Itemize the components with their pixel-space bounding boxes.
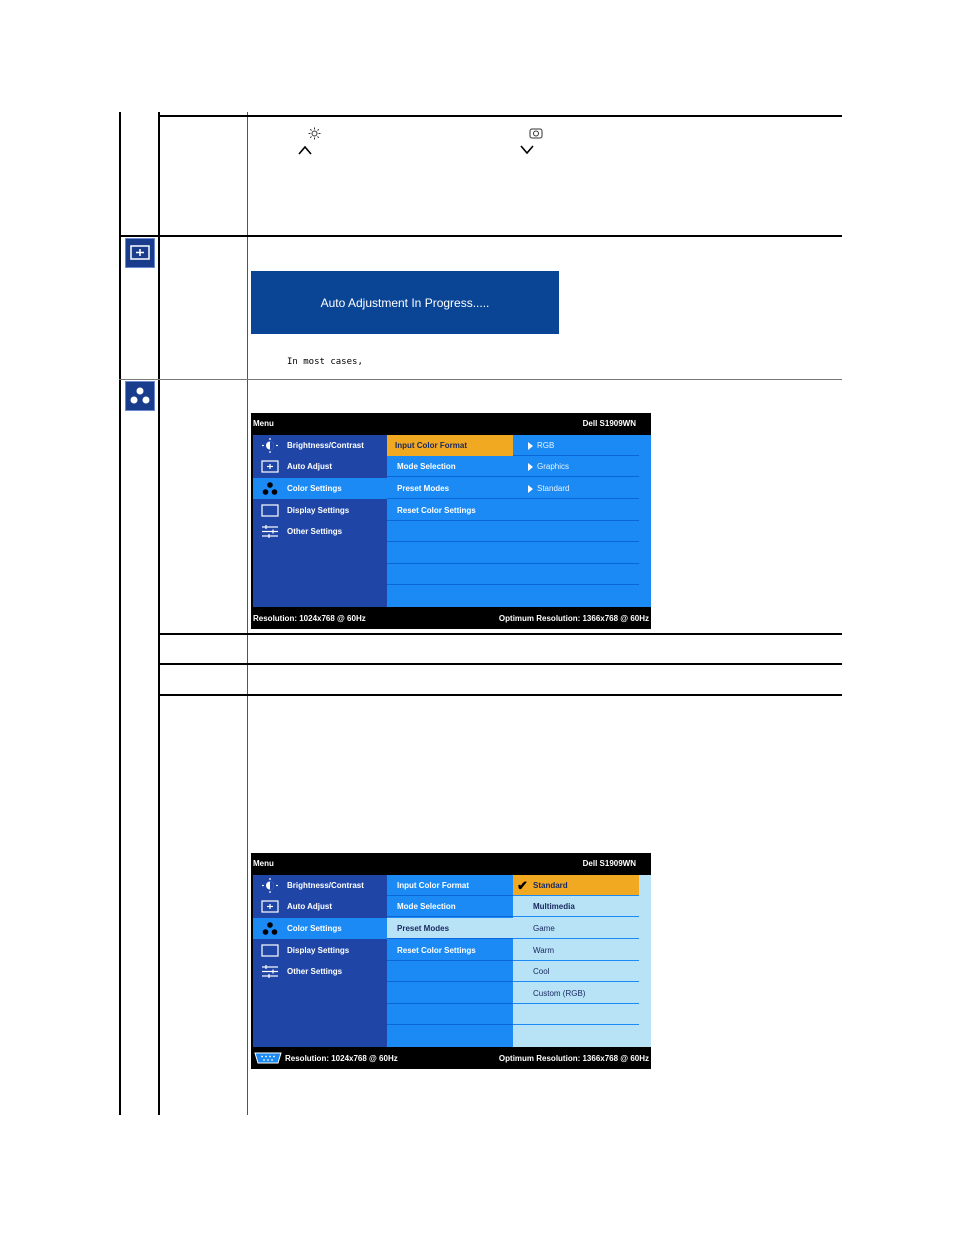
menu-item-display-settings[interactable]: [253, 940, 387, 961]
menu-item-brightness-contrast[interactable]: [253, 875, 387, 896]
preset-option-game[interactable]: [513, 918, 639, 939]
up-arrow-icon: [298, 145, 312, 155]
color-settings-icon: [261, 921, 279, 936]
submenu-row-input-color-format[interactable]: [387, 435, 639, 456]
down-arrow-icon: [520, 145, 534, 155]
osd-main-menu: [253, 875, 387, 1047]
submenu-label: Input Color Format: [395, 441, 467, 450]
preset-label: Game: [533, 924, 555, 933]
auto-adjust-icon: [261, 899, 279, 914]
submenu-row-preset-modes[interactable]: [387, 478, 639, 499]
other-settings-icon: [261, 524, 279, 539]
brightness-icon: [261, 438, 279, 453]
submenu-label: Reset Color Settings: [397, 506, 476, 515]
menu-item-label: Other Settings: [287, 967, 343, 976]
row-divider: [158, 633, 842, 635]
osd-header: [251, 413, 651, 435]
check-icon: ✔: [517, 878, 528, 893]
table-left-border: [119, 112, 121, 1115]
submenu-label: Mode Selection: [397, 462, 456, 471]
contrast-icon: [529, 128, 543, 139]
brightness-icon: [308, 127, 321, 140]
preset-row-empty: [513, 1004, 639, 1025]
submenu-label: Mode Selection: [397, 902, 456, 911]
submenu-row-empty: [387, 961, 513, 982]
menu-item-auto-adjust[interactable]: [253, 896, 387, 917]
preset-option-standard[interactable]: [513, 875, 639, 896]
auto-adjust-icon: [261, 459, 279, 474]
submenu-row-empty: [387, 983, 513, 1004]
triangle-right-icon: [528, 485, 533, 493]
optimum-resolution: Optimum Resolution: 1366x768 @ 60Hz: [498, 1054, 649, 1063]
osd-footer: [251, 607, 651, 629]
menu-item-label: Display Settings: [287, 506, 350, 515]
submenu-row-reset-color-settings[interactable]: [387, 500, 639, 521]
menu-item-display-settings[interactable]: [253, 500, 387, 521]
brightness-icon: [261, 878, 279, 893]
osd-header-title: Menu: [253, 419, 274, 428]
submenu-label: Input Color Format: [397, 881, 469, 890]
osd-header-model: Dell S1909WN: [582, 859, 636, 868]
menu-item-color-settings[interactable]: [253, 918, 387, 939]
osd-header: [251, 853, 651, 875]
menu-item-color-settings[interactable]: [253, 478, 387, 499]
osd-submenu: [387, 875, 651, 1047]
osd-submenu: [387, 435, 651, 607]
submenu-row-empty: [387, 543, 639, 564]
menu-item-brightness-contrast[interactable]: [253, 435, 387, 456]
preset-option-custom-rgb[interactable]: [513, 983, 639, 1004]
color-settings-icon: [261, 481, 279, 496]
preset-label: Custom (RGB): [533, 989, 586, 998]
osd-header-model: Dell S1909WN: [582, 419, 636, 428]
preset-option-warm[interactable]: [513, 940, 639, 961]
menu-item-auto-adjust[interactable]: [253, 456, 387, 477]
table-col-divider-2: [247, 112, 248, 1115]
submenu-row-preset-modes[interactable]: [387, 918, 513, 939]
auto-adjust-icon: [125, 238, 155, 268]
preset-label: Standard: [533, 881, 568, 890]
submenu-row-empty: [387, 1026, 513, 1047]
row-divider: [119, 379, 842, 380]
display-settings-icon: [261, 503, 279, 518]
current-resolution: Resolution: 1024x768 @ 60Hz: [253, 614, 366, 623]
submenu-label: Reset Color Settings: [397, 946, 476, 955]
color-settings-icon: [125, 381, 155, 411]
submenu-value: Standard: [537, 484, 570, 493]
preset-label: Multimedia: [533, 902, 575, 911]
preset-option-multimedia[interactable]: [513, 896, 639, 917]
optimum-resolution: Optimum Resolution: 1366x768 @ 60Hz: [498, 614, 649, 623]
submenu-row-input-color-format[interactable]: [387, 875, 513, 896]
submenu-label: Preset Modes: [397, 924, 450, 933]
osd-menu-preset-modes: [251, 853, 651, 1069]
row-divider: [158, 115, 842, 117]
submenu-row-mode-selection[interactable]: [387, 456, 639, 477]
other-settings-icon: [261, 964, 279, 979]
triangle-right-icon: [528, 463, 533, 471]
current-resolution: Resolution: 1024x768 @ 60Hz: [285, 1054, 398, 1063]
submenu-row-reset-color-settings[interactable]: [387, 940, 513, 961]
triangle-right-icon: [528, 442, 533, 450]
submenu-row-empty: [387, 521, 639, 542]
osd-menu-input-color-format: [251, 413, 651, 629]
submenu-row-empty: [387, 586, 639, 607]
preset-label: Cool: [533, 967, 550, 976]
osd-main-menu: [253, 435, 387, 607]
menu-item-label: Brightness/Contrast: [287, 441, 364, 450]
display-settings-icon: [261, 943, 279, 958]
auto-adjust-message-box: [251, 271, 559, 334]
menu-item-label: Display Settings: [287, 946, 350, 955]
vga-connector-icon: [252, 1052, 284, 1064]
menu-item-label: Auto Adjust: [287, 462, 333, 471]
submenu-row-empty: [387, 1004, 513, 1025]
menu-item-other-settings[interactable]: [253, 961, 387, 982]
menu-item-label: Other Settings: [287, 527, 343, 536]
osd-header-title: Menu: [253, 859, 274, 868]
menu-item-label: Color Settings: [287, 924, 342, 933]
preset-modes-list: [513, 875, 651, 1047]
row-divider: [119, 235, 842, 237]
menu-item-other-settings[interactable]: [253, 521, 387, 542]
row-divider: [158, 663, 842, 665]
auto-adjust-note: In most cases,: [287, 357, 363, 367]
auto-adjust-message: Auto Adjustment In Progress.....: [320, 295, 490, 310]
submenu-value: RGB: [537, 441, 555, 450]
submenu-value: Graphics: [537, 462, 570, 471]
table-col-divider-1: [158, 112, 160, 1115]
preset-label: Warm: [533, 946, 555, 955]
preset-option-cool[interactable]: [513, 961, 639, 982]
submenu-row-empty: [387, 564, 639, 585]
submenu-row-mode-selection[interactable]: [387, 896, 513, 917]
menu-item-label: Auto Adjust: [287, 902, 333, 911]
preset-row-empty: [513, 1026, 639, 1047]
menu-item-label: Color Settings: [287, 484, 342, 493]
submenu-label: Preset Modes: [397, 484, 450, 493]
row-divider: [158, 694, 842, 696]
menu-item-label: Brightness/Contrast: [287, 881, 364, 890]
osd-footer: [251, 1047, 651, 1069]
